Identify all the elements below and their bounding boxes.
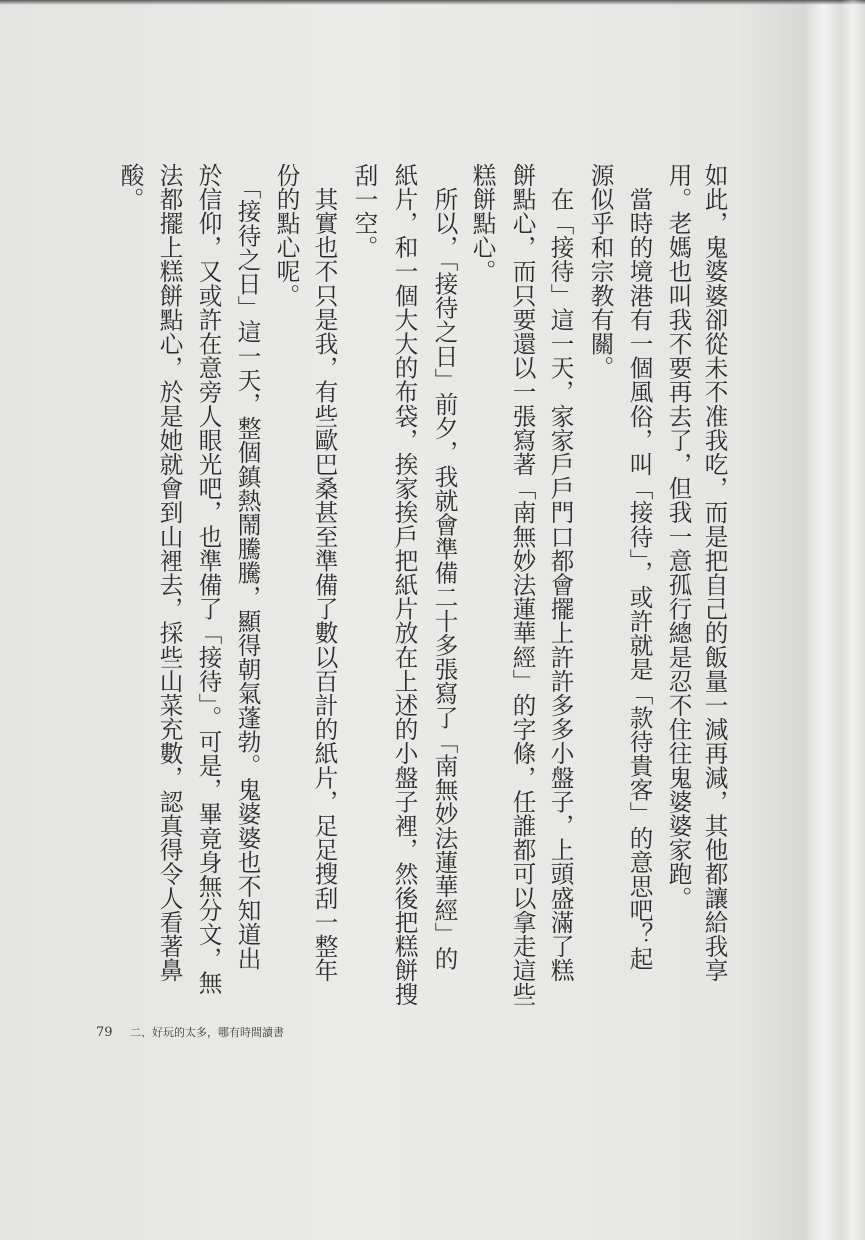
text-column: 源似乎和宗教有關。: [586, 163, 615, 380]
text-column: 當時的境港有一個風俗，叫「接待」，或許就是「款待貴客」的意思吧？起: [625, 163, 654, 971]
page-footer: [96, 1024, 284, 1040]
text-column: 餅點心，而只要還以一張寫著「南無妙法蓮華經」的字條，任誰都可以拿走這些: [508, 163, 537, 1007]
text-column: 酸。: [116, 163, 145, 212]
text-column: 其實也不只是我，有些歐巴桑甚至準備了數以百計的紙片，足足搜刮一整年: [310, 163, 339, 983]
text-column: 如此，鬼婆婆卻從未不准我吃，而是把自己的飯量一減再減，其他都讓給我享: [700, 163, 729, 983]
text-column: 在「接待」這一天，家家戶戶門口都會擺上許許多多小盤子，上頭盛滿了糕: [546, 163, 575, 983]
text-column: 於信仰，又或許在意旁人眼光吧，也準備了「接待」。可是，畢竟身無分文，無: [194, 163, 223, 995]
text-column: 所以，「接待之日」前夕，我就會準備二十多張寫了「南無妙法蓮華經」的: [430, 163, 459, 971]
text-column: 「接待之日」這一天，整個鎮熱鬧騰騰，顯得朝氣蓬勃。鬼婆婆也不知道出: [233, 163, 262, 971]
text-column: 法都擺上糕餅點心，於是她就會到山裡去，採些山菜充數，認真得令人看著鼻: [155, 163, 184, 983]
scan-top-shadow: [0, 0, 865, 5]
text-column: 糕餅點心。: [468, 163, 497, 284]
running-title: 二、好玩的太多，哪有時間讀書: [130, 1026, 285, 1039]
page-number: 79: [96, 1025, 113, 1040]
text-column: 紙片，和一個大大的布袋，挨家挨戶把紙片放在上述的小盤子裡，然後把糕餅搜: [390, 163, 419, 1007]
text-column: 刮一空。: [350, 163, 379, 260]
text-column: 用。老媽也叫我不要再去了，但我一意孤行總是忍不住往鬼婆婆家跑。: [664, 163, 693, 911]
text-column: 份的點心呢。: [272, 163, 301, 308]
page-edge: [825, 0, 865, 1240]
